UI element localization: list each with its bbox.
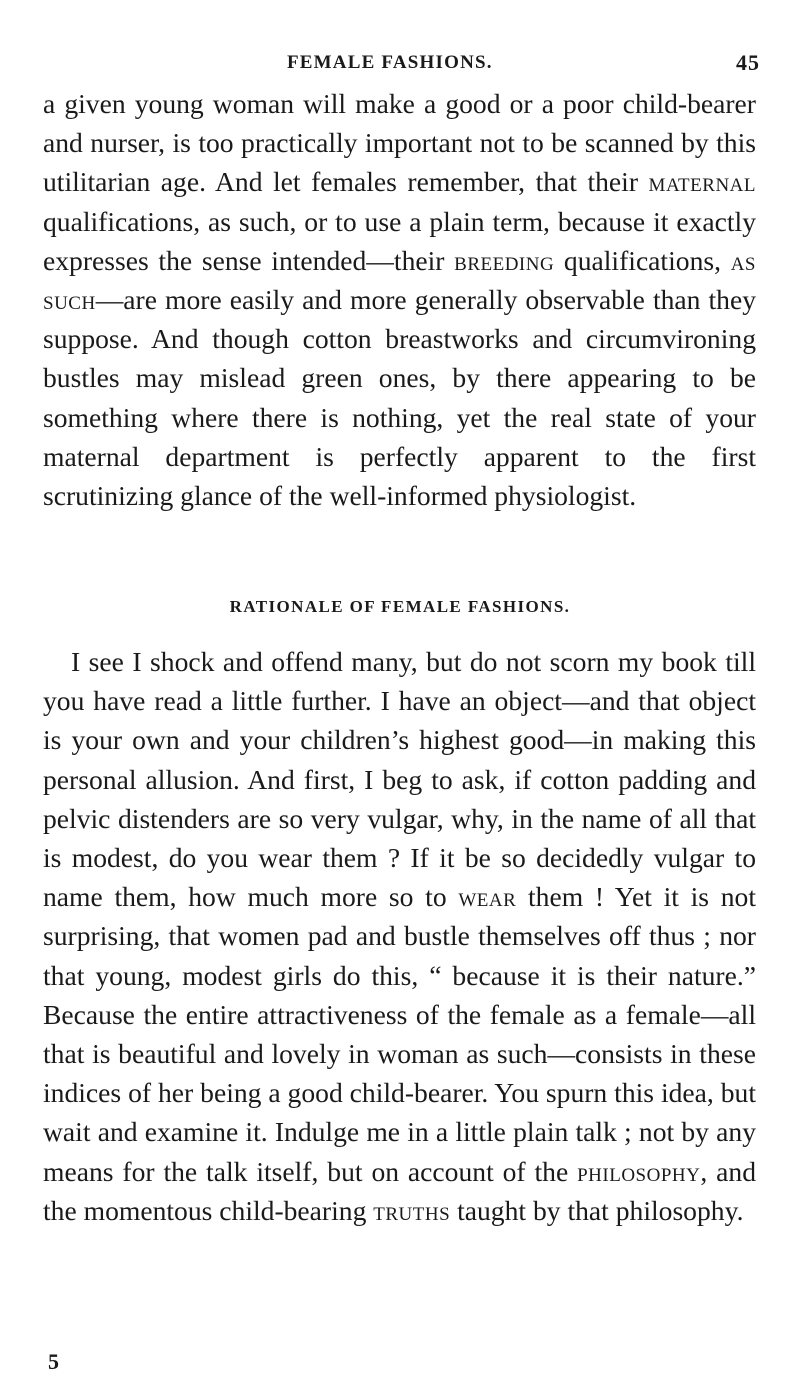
- small-caps-truths: truths: [373, 1194, 451, 1226]
- text-run: —are more easily and more generally observable than they suppose. And though cotton breastworks and circumvironing bustles may mislead green ones, by there appearing to be something where there is nothing, yet the real state of your maternal department is perfectly apparent to the first scrutinizing glance of the well-informed physiologist.: [43, 284, 756, 512]
- text-run: qualifications, as such, or to use a plain term, because it exactly expresses the sense intended—their: [43, 205, 756, 276]
- text-run: a given young woman will make a good or a poor child-bearer and nurser, is too practically important not to be scanned by this utilitarian age. And let females remember, that their: [43, 88, 756, 198]
- small-caps-maternal: maternal: [648, 166, 756, 198]
- signature-mark: 5: [48, 1349, 59, 1374]
- small-caps-wear: wear: [458, 881, 517, 913]
- small-caps-philosophy: philosophy: [577, 1155, 701, 1187]
- text-run: , and the momentous child-bearing: [43, 1155, 756, 1226]
- paragraph-1: [43, 84, 756, 515]
- small-caps-as-such: as such: [43, 244, 756, 316]
- text-run: taught by that philosophy.: [450, 1194, 744, 1226]
- text-run: I see I shock and offend many, but do not scorn my book till you have read a little further. I have an object—and that object is your own and your children’s highest good—in making this personal allusion. And first, I beg to ask, if cotton padding and pelvic distenders are so very vulgar, why, in the name of all that is modest, do you wear them ? If it be so decidedly vulgar to name them, how much more so to: [43, 646, 756, 913]
- text-run: them ! Yet it is not surprising, that women pad and bustle themselves off thus ; nor that young, modest girls do this, “ because it is their nature.” Because the entire attractiveness of the female as a female—all that is beautiful and lovely in woman as such—consists in these indices of her being a good child-bearer. You spurn this idea, but wait and examine it. Indulge me in a little plain talk ; not by any means for the talk itself, but on account of the: [43, 881, 756, 1187]
- page-number: 45: [736, 50, 760, 75]
- text-run: qualifications,: [554, 244, 731, 276]
- page-header: [0, 52, 800, 82]
- paragraph-2: [43, 642, 756, 1230]
- section-heading: RATIONALE OF FEMALE FASHIONS.: [229, 597, 571, 616]
- small-caps-breeding: breeding: [454, 244, 555, 276]
- running-head: FEMALE FASHIONS.: [287, 52, 493, 73]
